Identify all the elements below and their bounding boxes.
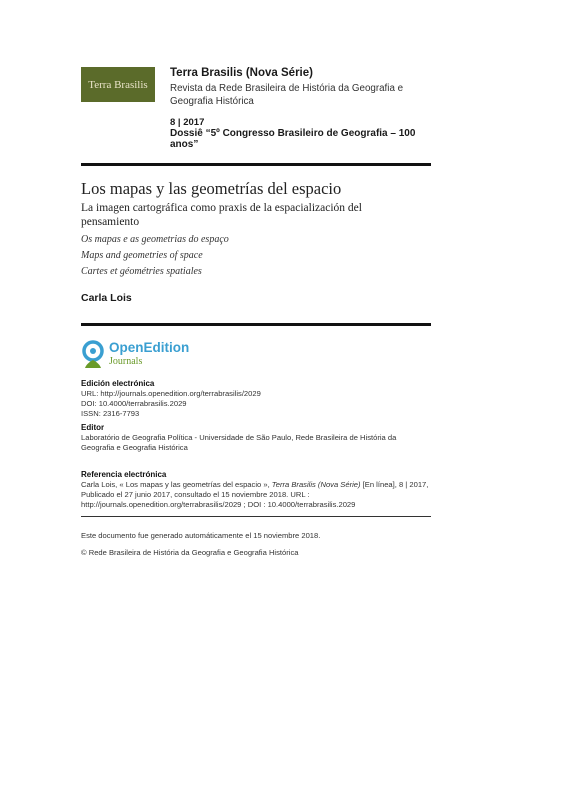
edicion-issn: ISSN: 2316-7793 bbox=[81, 409, 140, 418]
editor-heading: Editor bbox=[81, 423, 105, 432]
referencia-heading: Referencia electrónica bbox=[81, 470, 167, 479]
issue-number: 8 | 2017 bbox=[170, 117, 205, 128]
openedition-name: OpenEdition bbox=[109, 340, 190, 355]
referencia-part1: Carla Lois, « Los mapas y las geometrías del espacio », bbox=[81, 480, 272, 489]
article-title: Los mapas y las geometrías del espacio bbox=[81, 179, 342, 198]
journal-logo bbox=[81, 67, 155, 102]
generated-note: Este documento fue generado automáticamente el 15 noviembre 2018. bbox=[81, 531, 321, 540]
journal-subtitle: Revista da Rede Brasileira de História da Geografia e Geografia Histórica bbox=[170, 83, 404, 107]
openedition-icon bbox=[81, 340, 105, 368]
copyright-note: © Rede Brasileira de História da Geografia e Geografia Histórica bbox=[81, 548, 299, 557]
journal-logo-text: Terra Brasilis bbox=[88, 78, 148, 91]
referencia-journal: Terra Brasilis (Nova Série) bbox=[271, 480, 361, 489]
editor-text: Laboratório de Geografia Política - Universidade de São Paulo, Rede Brasileira de História da Geografia e Geografia Histórica bbox=[81, 433, 397, 452]
edicion-heading: Edición electrónica bbox=[81, 379, 155, 388]
openedition-logo[interactable] bbox=[81, 340, 241, 370]
alt-title-en: Maps and geometries of space bbox=[81, 250, 203, 261]
referencia-part2: [En línea], 8 | 2017, Publicado el 27 junio 2017, consultado el 15 noviembre 2018. URL : http://journals.openedition.org/terrabrasilis/2029 ; DOI : 10.4000/terrabrasilis.2029 bbox=[81, 480, 429, 509]
journal-title: Terra Brasilis (Nova Série) bbox=[170, 67, 313, 79]
bottom-rule bbox=[81, 323, 431, 326]
footer-rule bbox=[81, 516, 431, 517]
referencia-text bbox=[81, 480, 431, 510]
alt-title-fr: Cartes et géométries spatiales bbox=[81, 266, 202, 277]
dossie-title: Dossiê “5º Congresso Brasileiro de Geografia – 100 anos” bbox=[170, 128, 416, 150]
edicion-doi[interactable]: DOI: 10.4000/terrabrasilis.2029 bbox=[81, 399, 187, 408]
top-rule bbox=[81, 163, 431, 166]
alt-title-pt: Os mapas e as geometrias do espaço bbox=[81, 234, 229, 245]
openedition-journals: Journals bbox=[109, 356, 143, 367]
edicion-url[interactable]: URL: http://journals.openedition.org/terrabrasilis/2029 bbox=[81, 389, 261, 398]
article-subtitle: La imagen cartográfica como praxis de la espacialización del pensamiento bbox=[81, 202, 362, 228]
author-name: Carla Lois bbox=[81, 292, 132, 304]
